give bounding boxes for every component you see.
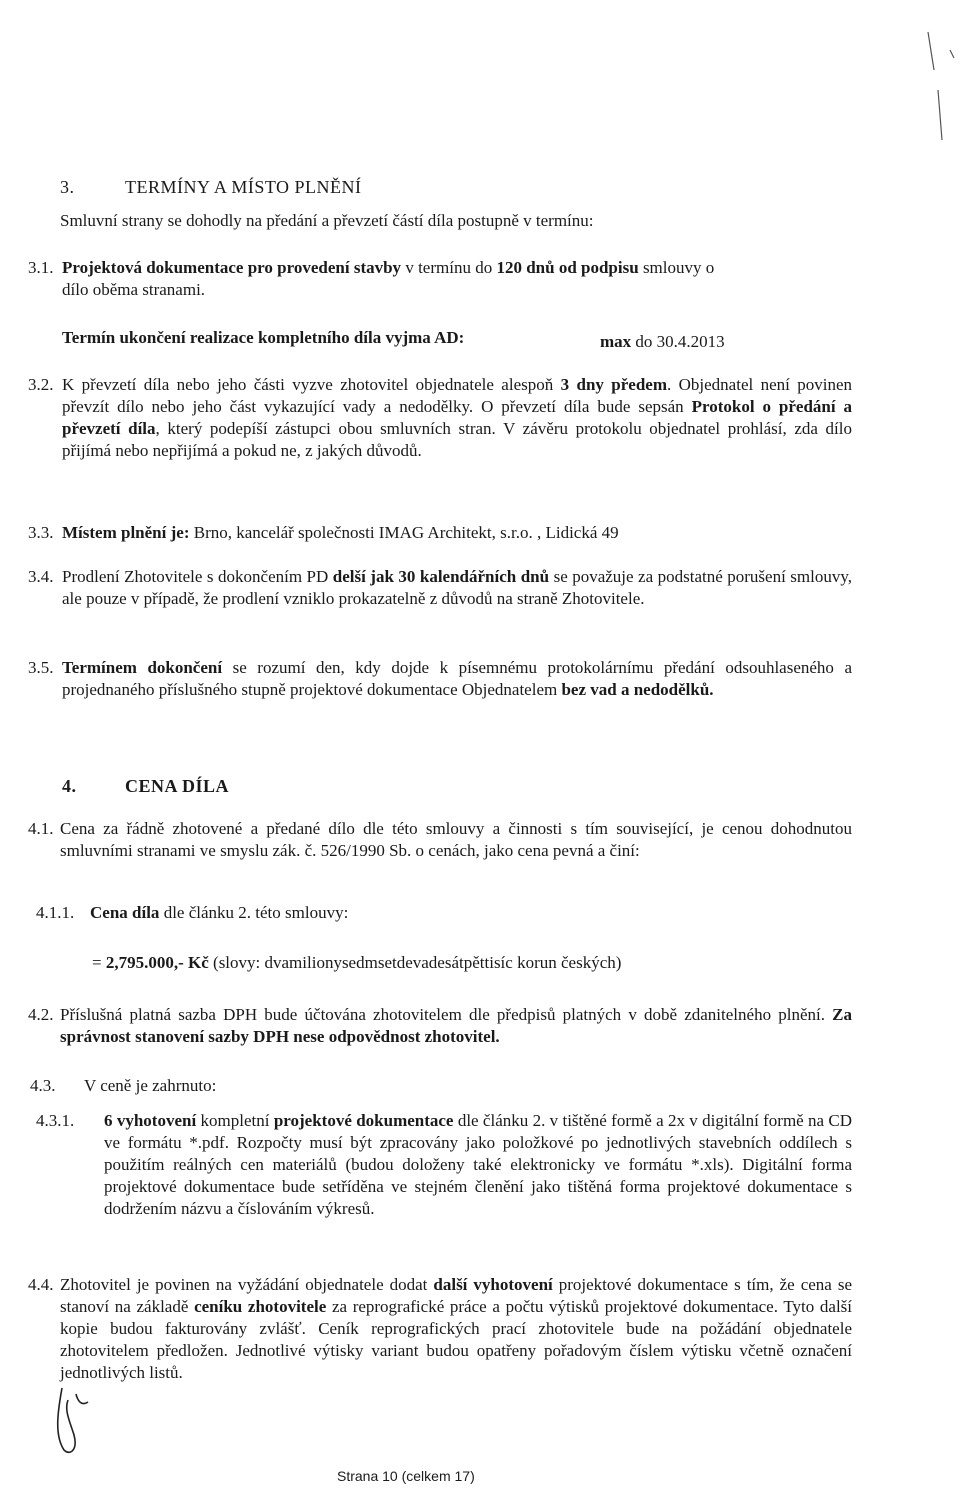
paragraph-number: 4.3. xyxy=(30,1076,56,1095)
paragraph-4-1: Cena za řádně zhotovené a předané dílo dle této smlouvy a činnosti s tím související, je cenou dohodnutou smluvními stranami ve smyslu zák. č. 526/1990 Sb. o cenách, jako cena pevná a činí: xyxy=(60,819,852,860)
section-3-number: 3. xyxy=(60,177,75,197)
paragraph-4-4: Zhotovitel je povinen na vyžádání objednatele dodat další vyhotovení projektové dokumentace s tím, že cena se stanoví na základě ceníku zhotovitele za reprografické práce a počtu výtisků projektové dokumentace. Tyto další kopie budou fakturovány zvlášť. Ceník reprografických prací zhotovitele bude na požádání objednatele zhotovitelem předložen. Jednotlivé výtisky variant budou opatřeny pořadovým číslem výtisku včetně označení jednotlivých listů. xyxy=(60,1275,853,1382)
section-3-title: TERMÍNY A MÍSTO PLNĚNÍ xyxy=(125,177,362,197)
section-4-number: 4. xyxy=(62,776,77,796)
scan-mark-top-right xyxy=(920,30,960,150)
paragraph-number: 3.1. xyxy=(28,258,54,277)
initials-signature xyxy=(48,1380,118,1460)
deadline-value: max do 30.4.2013 xyxy=(600,332,725,351)
paragraph-4-2: Příslušná platná sazba DPH bude účtována zhotovitelem dle předpisů platných v době zdanitelného plnění. Za správnost stanovení sazby DPH nese odpovědnost zhotovitel. xyxy=(60,1005,852,1046)
paragraph-number: 3.5. xyxy=(28,658,54,677)
deadline-label: Termín ukončení realizace kompletního díla vyjma AD: xyxy=(62,328,465,347)
paragraph-3-1-line2: dílo oběma stranami. xyxy=(62,280,206,299)
price-line: = 2,795.000,- Kč (slovy: dvamilionysedmsetdevadesátpěttisíc korun českých) xyxy=(92,953,622,972)
paragraph-number: 3.4. xyxy=(28,567,54,586)
paragraph-4-1-1: Cena díla dle článku 2. této smlouvy: xyxy=(90,903,349,922)
paragraph-4-3: V ceně je zahrnuto: xyxy=(84,1076,217,1095)
paragraph-number: 4.1. xyxy=(28,819,54,838)
paragraph-number: 4.1.1. xyxy=(36,903,75,922)
paragraph-number: 4.3.1. xyxy=(36,1111,75,1130)
paragraph-3-1: Projektová dokumentace pro provedení stavby v termínu do 120 dnů od podpisu smlouvy o xyxy=(62,258,715,277)
paragraph-number: 3.2. xyxy=(28,375,54,394)
paragraph-3-3: Místem plnění je: Brno, kancelář společnosti IMAG Architekt, s.r.o. , Lidická 49 xyxy=(62,523,619,542)
paragraph-number: 4.2. xyxy=(28,1005,54,1024)
paragraph-3-2: K převzetí díla nebo jeho části vyzve zhotovitel objednatele alespoň 3 dny předem. Objednatel není povinen převzít dílo nebo jeho část vykazující vady a nedodělky. O převzetí díla bude sepsán Protokol o předání a převzetí díla, který podepíší zástupci obou smluvních stran. V závěru protokolu objednatel prohlásí, zda dílo přijímá nebo nepřijímá a pokud ne, z jakých důvodů. xyxy=(62,375,853,460)
section-3-intro: Smluvní strany se dohodly na předání a převzetí částí díla postupně v termínu: xyxy=(60,211,594,230)
paragraph-number: 4.4. xyxy=(28,1275,54,1294)
paragraph-3-5: Termínem dokončení se rozumí den, kdy dojde k písemnému protokolárnímu předání odsouhlaseného a projednaného příslušného stupně projektové dokumentace Objednatelem bez vad a nedodělků. xyxy=(62,658,852,699)
paragraph-4-3-1: 6 vyhotovení kompletní projektové dokumentace dle článku 2. v tištěné formě a 2x v digitální formě na CD ve formátu *.pdf. Rozpočty musí být zpracovány jako položkové po jednotlivých stavebních oddílech s použitím reálných cen materiálů (budou doloženy také elektronicky ve formátu *.xls). Digitální forma projektové dokumentace bude setříděna ve stejném členění jako tištěná forma projektové dokumentace s dodržením názvu a číslováním výkresů. xyxy=(104,1111,853,1218)
paragraph-3-4: Prodlení Zhotovitele s dokončením PD delší jak 30 kalendářních dnů se považuje za podstatné porušení smlouvy, ale pouze v případě, že prodlení vzniklo prokazatelně z důvodů na straně Zhotovitele. xyxy=(62,567,852,608)
paragraph-number: 3.3. xyxy=(28,523,54,542)
section-4-title: CENA DÍLA xyxy=(125,776,230,796)
page-number: Strana 10 (celkem 17) xyxy=(337,1468,475,1484)
